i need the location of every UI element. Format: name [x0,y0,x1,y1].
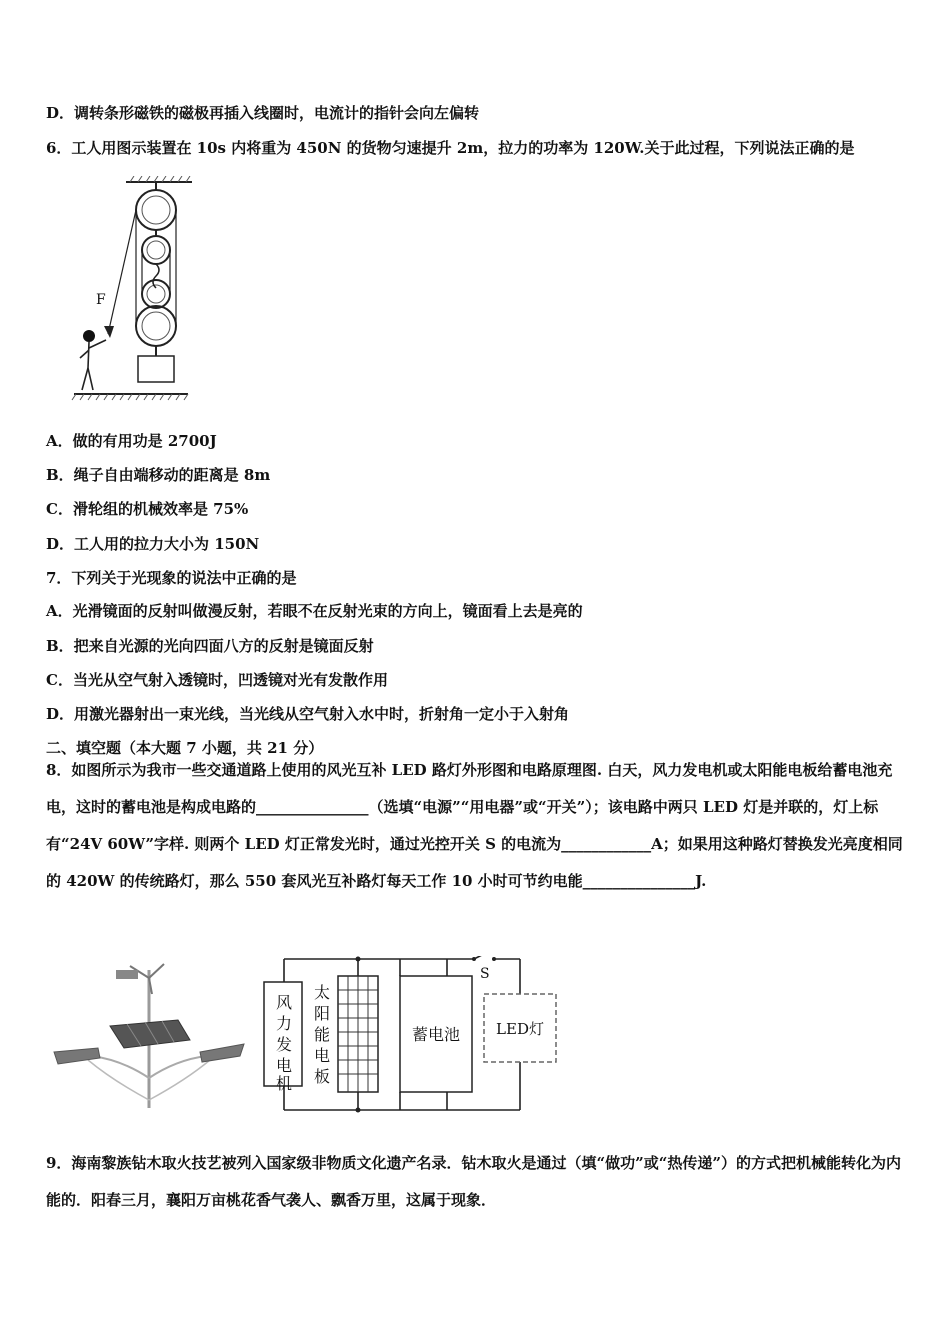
q6-option-b: B．绳子自由端移动的距离是 8m [46,466,271,484]
q6-option-c: C．滑轮组的机械效率是 75% [46,500,249,518]
q7-option-c: C．当光从空气射入透镜时，凹透镜对光有发散作用 [46,671,388,689]
pulley-figure [70,176,195,412]
q5-option-d: D．调转条形磁铁的磁极再插入线圈时，电流计的指针会向左偏转 [46,104,480,122]
wind-generator-label: 风力发电机 [273,994,293,1091]
q7-option-d: D．用激光器射出一束光线，当光线从空气射入水中时，折射角一定小于入射角 [46,705,570,723]
switch-label: S [480,966,490,982]
q7-option-a: A．光滑镜面的反射叫做漫反射，若眼不在反射光束的方向上，镜面看上去是亮的 [46,602,583,620]
q6-stem: 6．工人用图示装置在 10s 内将重为 450N 的货物匀速提升 2m，拉力的功率为 120W.关于此过程，下列说法正确的是 [46,139,855,157]
q7-option-b: B．把来自光源的光向四面八方的反射是镜面反射 [46,637,374,655]
q6-option-a: A．做的有用功是 2700J [46,432,217,450]
led-lamp-label: LED灯 [496,1020,544,1038]
street-light-image [52,960,248,1116]
battery-label: 蓄电池 [411,1025,461,1044]
q7-stem: 7．下列关于光现象的说法中正确的是 [46,569,297,587]
q8-text: 8．如图所示为我市一些交通道路上使用的风光互补 LED 路灯外形图和电路原理图. 白天，风力发电机或太阳能电板给蓄电池充电，这时的蓄电池是构成电路的_______________（选填“电源”“用电器”或“开关”）；该电路中两只 LED 灯是并联的，灯上标有“24V 60W”字样. 则两个 LED 灯正常发光时，通过光控开关 S 的电流为____________A；如果用这种路灯替换发光亮度相同的 420W 的传统路灯，那么 550 套风光互补路灯每天工作 10 小时可节约电能_______________J. [46,761,903,890]
force-label: F [96,292,106,308]
q9-text: 9．海南黎族钻木取火技艺被列入国家级非物质文化遗产名录．钻木取火是通过（填“做功”或“热传递”）的方式把机械能转化为内能的．阳春三月，襄阳万亩桃花香气袭人、飘香万里，这属于现象． [46,1154,901,1209]
section-heading: 二、填空题（本大题 7 小题，共 21 分） [46,739,324,757]
circuit-diagram [262,956,562,1120]
q6-option-d: D．工人用的拉力大小为 150N [46,535,260,553]
solar-panel-label: 太阳能电板 [313,983,331,1086]
